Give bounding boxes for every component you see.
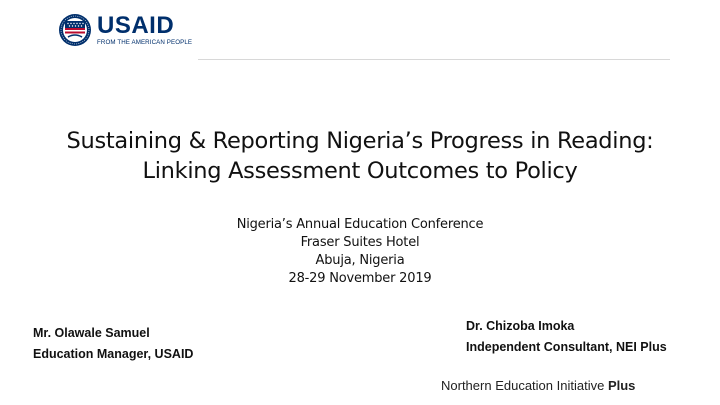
- speaker-name: Dr. Chizoba Imoka: [466, 319, 575, 333]
- speaker-olawale-samuel: [33, 323, 193, 365]
- usaid-logo-text: [97, 11, 193, 46]
- speaker-role: Education Manager, USAID: [33, 347, 194, 361]
- nei-plus-logo-emphasis: Plus: [607, 378, 636, 393]
- slide-title-line-2: Linking Assessment Outcomes to Policy: [142, 158, 578, 184]
- header-divider: [198, 59, 670, 60]
- slide-title: [20, 126, 700, 186]
- nei-plus-logo: [441, 378, 635, 393]
- speaker-name: Mr. Olawale Samuel: [33, 326, 150, 340]
- usaid-seal-icon: [58, 13, 92, 47]
- usaid-wordmark: USAID: [97, 11, 175, 39]
- usaid-tagline: FROM THE AMERICAN PEOPLE: [97, 38, 193, 46]
- slide-title-line-1: Sustaining & Reporting Nigeria’s Progress in Reading:: [66, 128, 654, 154]
- speaker-chizoba-imoka: [466, 316, 667, 358]
- speaker-role: Independent Consultant, NEI Plus: [466, 340, 667, 354]
- event-details: [160, 216, 560, 288]
- event-date: 28-29 November 2019: [288, 271, 432, 286]
- nei-plus-logo-text: Northern Education Initiative: [441, 378, 605, 393]
- event-name: Nigeria’s Annual Education Conference: [236, 217, 484, 232]
- usaid-logo: [58, 11, 193, 49]
- event-venue: Fraser Suites Hotel: [300, 235, 420, 250]
- event-city: Abuja, Nigeria: [315, 253, 405, 268]
